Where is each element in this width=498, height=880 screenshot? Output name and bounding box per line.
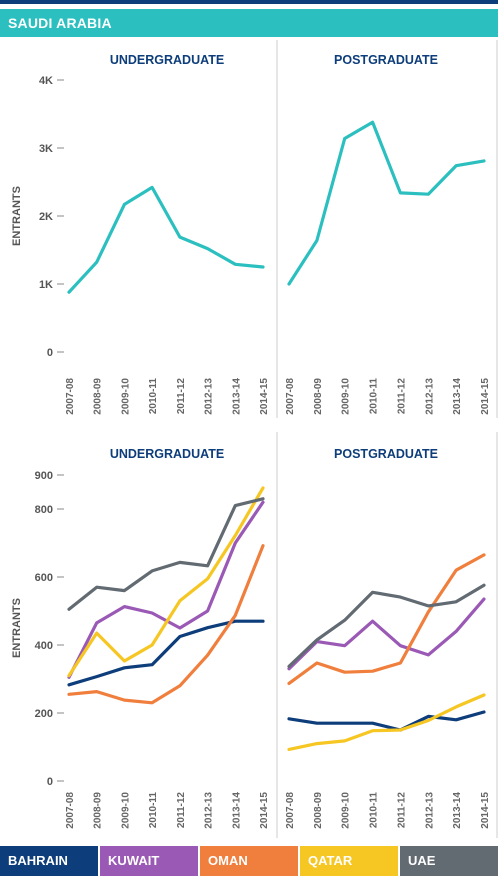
x-tick-label: 2010-11 bbox=[148, 792, 160, 829]
x-tick-label: 2013-14 bbox=[452, 792, 464, 829]
series-line-bahrain bbox=[69, 621, 263, 685]
y-tick-label: 4K bbox=[38, 75, 53, 87]
x-tick-label: 2007-08 bbox=[285, 378, 296, 415]
x-tick-label: 2011-12 bbox=[396, 792, 408, 829]
country-title: SAUDI ARABIA bbox=[8, 15, 112, 31]
x-tick-label: 2012-13 bbox=[424, 792, 436, 829]
y-tick-label: 0 bbox=[46, 776, 53, 788]
legend-item-kuwait: KUWAIT bbox=[100, 846, 198, 876]
x-tick-label: 2014-15 bbox=[480, 792, 491, 829]
x-tick-label: 2011-12 bbox=[175, 378, 187, 415]
panel-title: POSTGRADUATE bbox=[334, 53, 438, 67]
legend-item-bahrain: BAHRAIN bbox=[0, 846, 98, 876]
x-tick-label: 2013-14 bbox=[231, 378, 243, 415]
series-line-uae bbox=[289, 585, 484, 666]
panel-title: UNDERGRADUATE bbox=[109, 53, 225, 67]
y-tick-label: 900 bbox=[34, 470, 53, 482]
x-tick-label: 2007-08 bbox=[65, 792, 76, 829]
series-line bbox=[289, 122, 484, 284]
y-tick-label: 0 bbox=[46, 347, 53, 359]
x-tick-label: 2007-08 bbox=[285, 792, 296, 829]
x-tick-label: 2012-13 bbox=[424, 378, 436, 415]
legend-item-qatar: QATAR bbox=[300, 846, 398, 876]
x-tick-label: 2008-09 bbox=[92, 792, 104, 829]
series-line-uae bbox=[69, 499, 263, 610]
panel-title: POSTGRADUATE bbox=[334, 447, 438, 461]
series-line-qatar bbox=[69, 488, 263, 676]
legend-item-uae: UAE bbox=[400, 846, 498, 876]
x-tick-label: 2014-15 bbox=[259, 378, 270, 415]
y-axis-label: ENTRANTS bbox=[11, 598, 23, 658]
y-tick-label: 1K bbox=[38, 279, 53, 291]
panel-title: UNDERGRADUATE bbox=[109, 447, 225, 461]
x-tick-label: 2007-08 bbox=[65, 378, 76, 415]
x-tick-label: 2011-12 bbox=[175, 792, 187, 829]
x-tick-label: 2010-11 bbox=[148, 378, 160, 415]
x-tick-label: 2009-10 bbox=[340, 378, 352, 415]
x-tick-label: 2010-11 bbox=[368, 792, 380, 829]
legend-item-oman: OMAN bbox=[200, 846, 298, 876]
x-tick-label: 2008-09 bbox=[312, 792, 324, 829]
y-tick-label: 2K bbox=[38, 211, 53, 223]
x-tick-label: 2012-13 bbox=[203, 378, 215, 415]
x-tick-label: 2014-15 bbox=[259, 792, 270, 829]
y-tick-label: 400 bbox=[34, 640, 53, 652]
y-tick-label: 600 bbox=[34, 572, 53, 584]
x-tick-label: 2013-14 bbox=[452, 378, 464, 415]
legend bbox=[0, 846, 498, 876]
series-line-bahrain bbox=[289, 712, 484, 730]
series-line-oman bbox=[289, 555, 484, 684]
series-line bbox=[69, 187, 263, 292]
x-tick-label: 2010-11 bbox=[368, 378, 380, 415]
x-tick-label: 2008-09 bbox=[92, 378, 104, 415]
y-tick-label: 200 bbox=[34, 708, 53, 720]
x-tick-label: 2009-10 bbox=[120, 792, 132, 829]
y-axis-label: ENTRANTS bbox=[11, 186, 23, 246]
x-tick-label: 2013-14 bbox=[231, 792, 243, 829]
x-tick-label: 2009-10 bbox=[340, 792, 352, 829]
x-tick-label: 2012-13 bbox=[203, 792, 215, 829]
y-tick-label: 800 bbox=[34, 504, 53, 516]
series-line-kuwait bbox=[289, 599, 484, 669]
x-tick-label: 2008-09 bbox=[312, 378, 324, 415]
x-tick-label: 2011-12 bbox=[396, 378, 408, 415]
x-tick-label: 2014-15 bbox=[480, 378, 491, 415]
y-tick-label: 3K bbox=[38, 143, 53, 155]
x-tick-label: 2009-10 bbox=[120, 378, 132, 415]
